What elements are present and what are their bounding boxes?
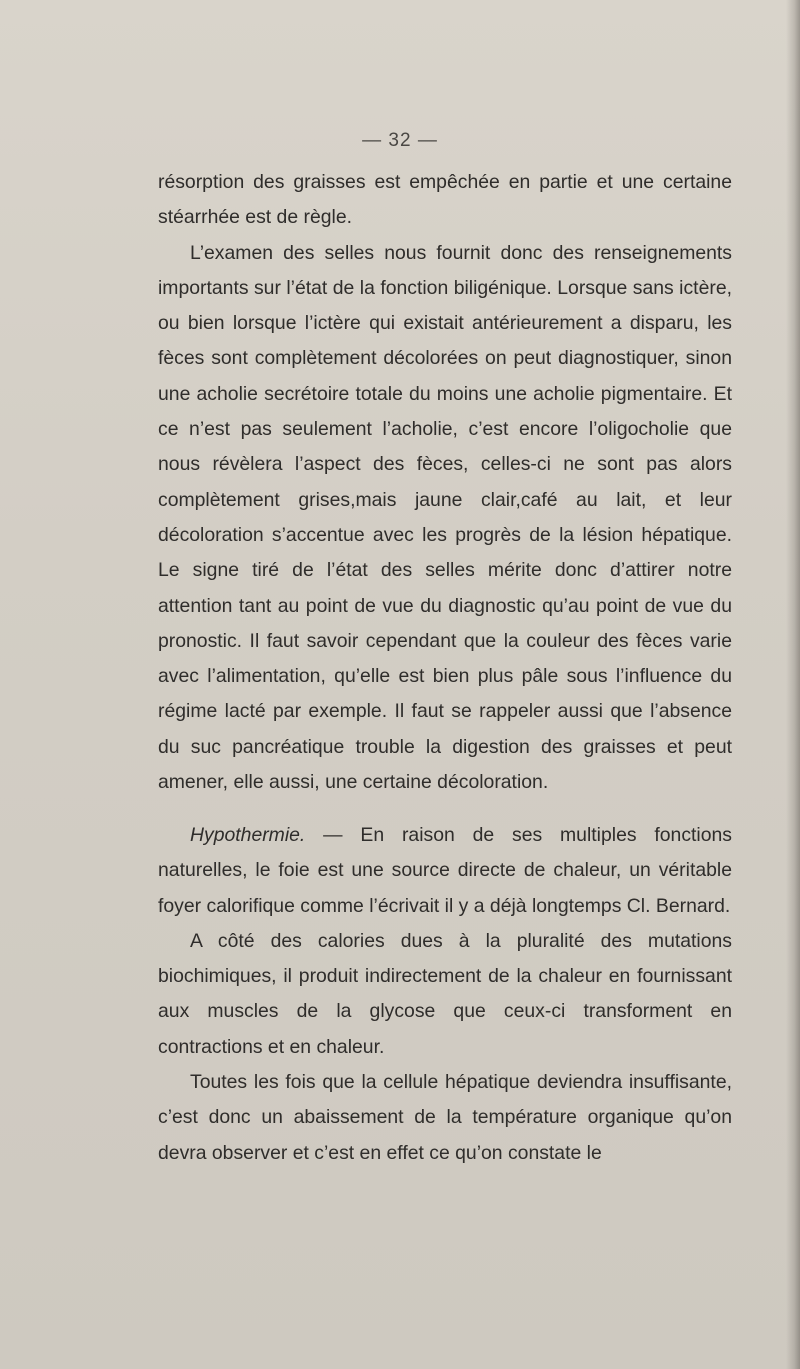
text-block-stool-examination — [158, 165, 732, 800]
paragraph-calories: A côté des calories dues à la pluralité des mutations biochimiques, il produit indirectement de la chaleur en fournissant aux muscles de la glycose que ceux-ci transforment en contractions et en chaleur. — [158, 929, 732, 1058]
page-number: — 32 — — [362, 130, 438, 151]
paragraph-stool-examination: L’examen des selles nous fournit donc des renseignements importants sur l’état de la fonction biligénique. Lorsque sans ictère, ou bien lorsque l’ictère qui existait antérieurement a disparu, les fèces sont complètement décolorées on peut diagnostiquer, sinon une acholie secrétoire totale du moins une acholie pigmentaire. Et ce n’est pas seulement l’acholie, c’est encore l’oligocholie que nous révèlera l’aspect des fèces, celles-ci ne sont pas alors complètement grises,mais jaune clair,café au lait, et leur décoloration s’accentue avec les progrès de la lésion hépatique. Le signe tiré de l’état des selles mérite donc d’attirer notre attention tant au point de vue du diagnostic qu’au point de vue du pronostic. Il faut savoir cependant que la couleur des fèces varie avec l’alimentation, qu’elle est bien plus pâle sous l’influence du régime lacté par exemple. Il faut se rappeler aussi que l’absence du suc pancréatique trouble la digestion des graisses et peut amener, elle aussi, une certaine décoloration. — [158, 241, 732, 794]
section-heading-hypothermie: Hypothermie. — [190, 824, 306, 846]
page-edge-shadow — [786, 0, 800, 1369]
paragraph-hepatic-insufficiency: Toutes les fois que la cellule hépatique deviendra insuffisante, c’est donc un abaissement de la température organique qu’on devra observer et c’est en effet ce qu’on constate le — [158, 1071, 732, 1164]
text-block-hypothermia — [158, 818, 732, 1171]
paragraph-hypothermia-intro — [158, 818, 732, 924]
paragraph-hypothermia-intro-text: — En raison de ses multiples fonctions naturelles, le foie est une source directe de chaleur, un véritable foyer calorifique comme l’écrivait il y a déjà longtemps Cl. Bernard. — [158, 824, 732, 917]
paragraph-continuation: résorption des graisses est empêchée en partie et une certaine stéarrhée est de règle. — [158, 171, 732, 229]
